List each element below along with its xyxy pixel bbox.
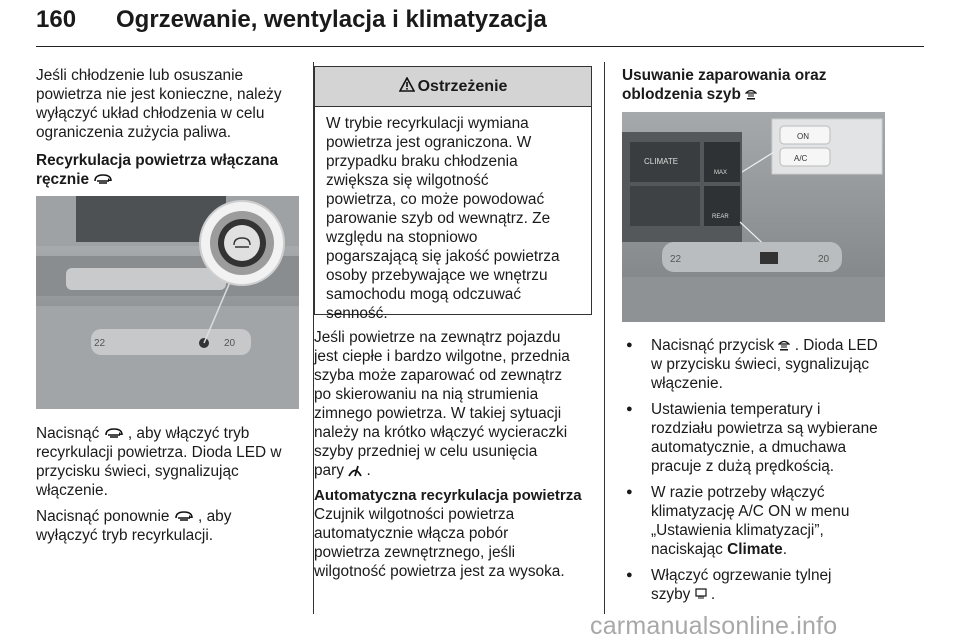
warning-text: W trybie recyrkulacji wymiana powietrza jest ograniczona. W przypadku braku chłodzenia zwiększa się wilgotność powietrza, co może powodować parowanie szyb od wewnątrz. Ze względu na stopniowo pogarszającą się jakość powietrza osoby przebywające we wnętrzu samochodu mogą odczuwać senność.: [326, 115, 560, 322]
svg-text:20: 20: [224, 338, 236, 349]
windscreen-wiper-icon: [348, 462, 366, 479]
warning-icon: [399, 77, 415, 97]
svg-text:REAR: REAR: [712, 214, 729, 220]
list-item: ● Nacisnąć przycisk . Dioda LED w przycisku świeci, sygnalizując włączenie.: [622, 336, 927, 393]
auto-recirculation-text: Czujnik wilgotności powietrza automatycznie włącza pobór powietrza zewnętrznego, jeśli wilgotność powietrza jest za wysoka.: [314, 506, 565, 580]
list-item: ● Ustawienia temperatury i rozdziału powietrza są wybierane automatycznie, a dmuchawa pracuje z dużą prędkością.: [622, 400, 927, 476]
svg-text:ON: ON: [797, 132, 809, 141]
recirculation-icon: [174, 508, 198, 525]
section-heading-recirculation: Recyrkulacja powietrza włączana ręcznie: [36, 152, 279, 188]
auto-recirculation-heading: Automatyczna recyrkulacja powietrza: [314, 487, 582, 504]
svg-text:MAX: MAX: [714, 170, 728, 176]
page-title: Ogrzewanie, wentylacja i klimatyzacja: [116, 6, 547, 33]
svg-text:A/C: A/C: [794, 154, 808, 163]
page-number: 160: [36, 6, 77, 33]
svg-text:22: 22: [670, 254, 682, 265]
svg-text:CLIMATE: CLIMATE: [644, 157, 679, 166]
warning-box: [314, 66, 592, 322]
fogging-paragraph: Jeśli powietrze na zewnątrz pojazdu jest ciepłe i bardzo wilgotne, przednia szyba może zaparować od zewnątrz po skierowaniu na nią strumienia zimnego powietrza. W takiej sytuacji należy na krótko włączyć wycieraczki szyby przedniej w celu usunięcia pary .: [314, 329, 570, 479]
warning-title: Ostrzeżenie: [417, 77, 508, 95]
defrost-steps-list: [622, 336, 927, 604]
page-header: [36, 2, 924, 47]
warning-header: [315, 67, 591, 107]
list-item: ● W razie potrzeby włączyć klimatyzację A/C ON w menu „Ustawienia klimatyzacji”, naciskając Climate.: [622, 483, 927, 559]
defrost-max-icon: [778, 337, 794, 354]
svg-text:20: 20: [818, 254, 830, 265]
recirculation-instructions: Nacisnąć , aby włączyć tryb recyrkulacji powietrza. Dioda LED w przycisku świeci, sygnalizując włączenie. Nacisnąć ponownie , aby wyłączyć tryb recyrkulacji.: [36, 425, 282, 544]
climate-label: Climate: [727, 541, 783, 558]
watermark: carmanualsonline.info: [590, 612, 838, 640]
defrost-button-photo: [622, 112, 885, 322]
list-item: ● Włączyć ogrzewanie tylnej szyby .: [622, 566, 927, 604]
recirculation-button-photo: [36, 196, 299, 409]
intro-text: Jeśli chłodzenie lub osuszanie powietrza nie jest konieczne, należy wyłączyć układ chłodzenia w celu ograniczenia zużycia paliwa.: [36, 67, 282, 141]
recirculation-icon: [93, 171, 113, 188]
rear-window-heating-icon: [695, 586, 711, 603]
defrost-heading: Usuwanie zaparowania oraz oblodzenia szyb: [622, 67, 827, 103]
svg-text:22: 22: [94, 338, 106, 349]
defrost-max-icon: [745, 86, 757, 103]
recirculation-icon: [104, 425, 128, 442]
column-divider-right: [604, 62, 605, 614]
